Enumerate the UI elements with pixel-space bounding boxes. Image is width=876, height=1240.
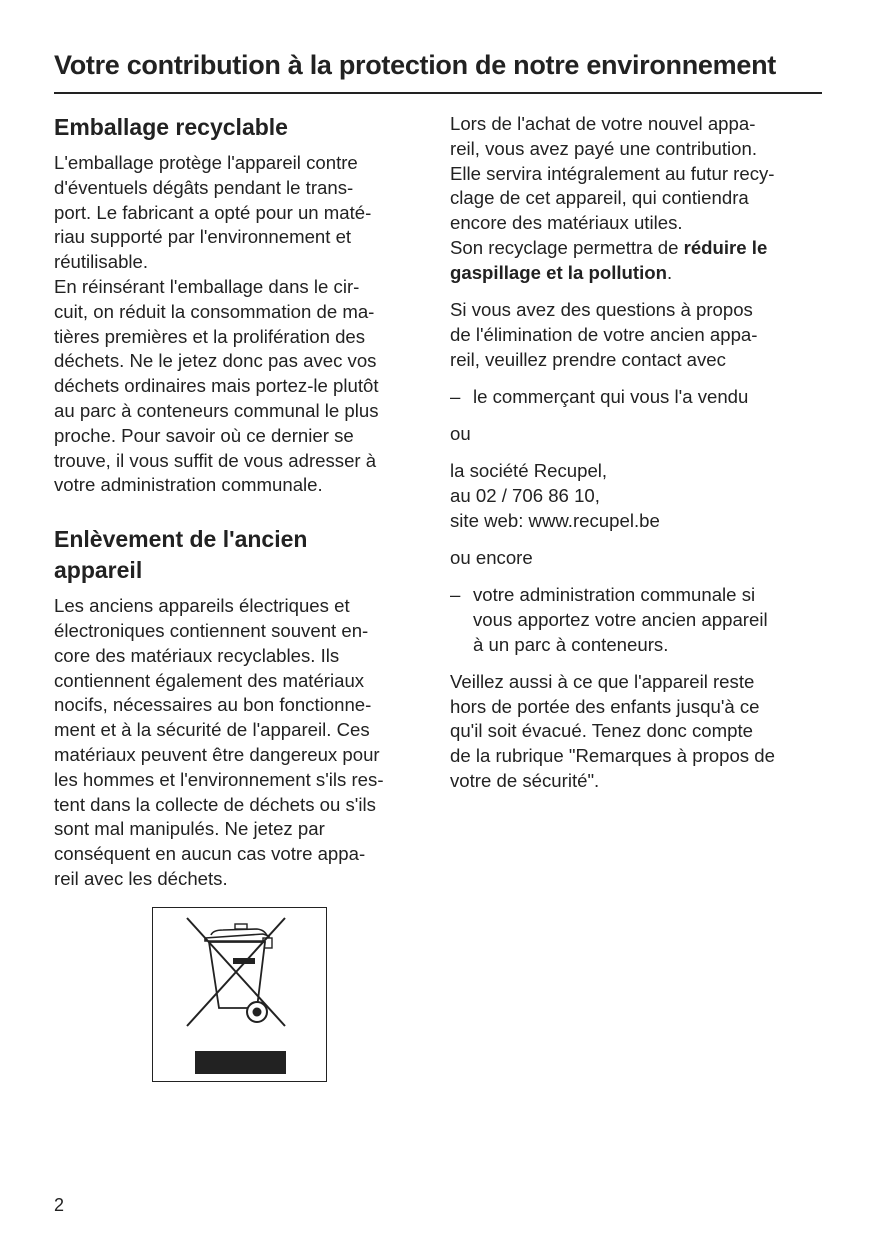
packaging-paragraph: L'emballage protège l'appareil contre d'éventuels dégâts pendant le trans- port. Le fabricant a opté pour un maté- riau supporté par l'environnement et réutilisable. En réinsérant l'emballage dans le cir- cuit, on réduit la consommation de ma- tières premières et la prolifération des déchets. Ne le jetez donc pas avec vos déchets ordinaires mais portez-le plutôt au parc à conteneurs communal le plus proche. Pour savoir où ce dernier se trouve, il vous suffit de vous adresser à votre administration communale.: [54, 152, 379, 496]
contribution-paragraph: [450, 112, 822, 286]
title-rule: [54, 92, 822, 94]
page-number: 2: [54, 1195, 65, 1215]
list-item: [450, 583, 822, 657]
contribution-period: .: [666, 261, 673, 283]
list-item-text: le commerçant qui vous l'a vendu: [473, 385, 749, 407]
right-column: [450, 112, 822, 806]
list-item: [450, 385, 822, 410]
disposal-paragraph: Les anciens appareils électriques et électroniques contiennent souvent en- core des matériaux recyclables. Ils contiennent également des matériaux nocifs, nécessaires au bon fonctionne- ment et à la sécurité de l'appareil. Ces matériaux peuvent être dangereux pour les hommes et l'environnement s'ils res- tent dans la collecte de déchets ou s'ils sont mal manipulés. Ne jetez par conséquent en aucun cas votre appa- reil avec les déchets.: [54, 595, 384, 889]
dash-bullet: –: [450, 385, 461, 407]
contribution-text: Lors de l'achat de votre nouvel appa- reil, vous avez payé une contribution. Elle servira intégralement au futur recy- clage de cet appareil, qui contiendra encore des matériaux utiles.: [450, 113, 775, 234]
or-encore-text: ou encore: [450, 546, 533, 568]
section-heading-disposal: Enlèvement de l'ancien appareil: [54, 526, 308, 584]
page-title: Votre contribution à la protection de notre environnement: [54, 50, 776, 80]
list-item-text: votre administration communale si vous apportez votre ancien appareil à un parc à conteneurs.: [473, 584, 768, 655]
contribution-emphasis: réduire le gaspillage et la pollution: [450, 236, 768, 283]
section-heading-packaging: Emballage recyclable: [54, 114, 288, 140]
crossed-out-wheelie-bin-icon: [153, 908, 328, 1083]
questions-paragraph: Si vous avez des questions à propos de l'élimination de votre ancien appa- reil, veuillez prendre contact avec: [450, 298, 758, 370]
contribution-text-continued: Son recyclage permettra de: [450, 236, 684, 258]
recupel-contact: la société Recupel, au 02 / 706 86 10, site web: www.recupel.be: [450, 460, 660, 531]
or-text: ou: [450, 422, 471, 444]
dash-bullet: –: [450, 584, 461, 606]
left-column: [54, 112, 426, 904]
safety-paragraph: Veillez aussi à ce que l'appareil reste hors de portée des enfants jusqu'à ce qu'il soit évacué. Tenez donc compte de la rubrique "Remarques à propos de votre de sécurité".: [450, 670, 775, 792]
weee-symbol-box: [152, 907, 327, 1082]
